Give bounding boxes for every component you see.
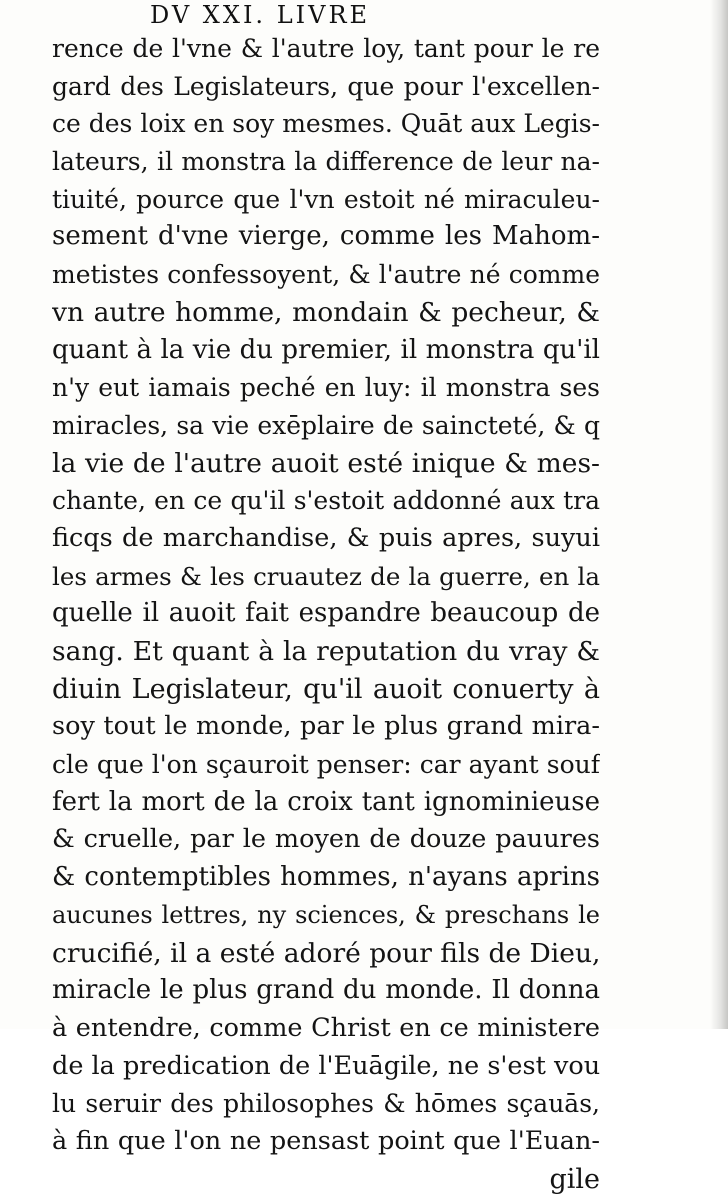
text-line: la vie de l'autre auoit esté inique & mes- [52,447,600,479]
text-line: quant à la vie du premier, il monstra qu'il [52,334,600,365]
text-line: ficqs de marchandise, & puis apres, suyui [52,522,600,553]
text-line: quelle il auoit fait espandre beaucoup de [52,598,600,629]
text-line: sang. Et quant à la reputation du vray & [52,636,600,667]
body-text [52,30,600,1198]
text-line: sement d'vne vierge, comme les Mahom- [52,221,600,252]
text-line: rence de l'vne & l'autre loy, tant pour le re [52,34,600,63]
running-head: DV XXI. LIVRE [150,1,371,29]
text-line: metistes confessoyent, & l'autre né comme [52,260,600,290]
text-line: & contemptibles hommes, n'ayans aprins [52,862,600,893]
text-line: les armes & les cruautez de la guerre, en la [52,561,600,591]
text-line: vn autre homme, mondain & pecheur, & [52,296,600,328]
text-line: cle que l'on sçauroit penser: car ayant souf [52,750,600,780]
text-line: de la predication de l'Euāgile, ne s'est vou [52,1050,600,1081]
text-line: soy tout le monde, par le plus grand mira- [52,711,600,742]
text-line: tiuité, pource que l'vn estoit né miraculeu- [52,184,600,214]
text-line: lu seruir des philosophes & hōmes sçauās, [52,1089,600,1119]
text-line: fert la mort de la croix tant ignominieuse [52,786,600,817]
text-line: lateurs, il monstra la difference de leur na- [52,147,600,177]
text-line: crucifié, il a esté adoré pour fils de Dieu, [52,937,600,969]
text-line: ce des loix en soy mesmes. Quāt aux Legis- [52,109,600,139]
text-line: à entendre, comme Christ en ce ministere [52,1012,600,1043]
text-line: chante, en ce qu'il s'estoit addonné aux tra [52,486,600,516]
text-line: miracle le plus grand du monde. Il donna [52,975,600,1006]
text-line: gard des Legislateurs, que pour l'excellen- [52,71,600,101]
text-line: à fin que l'on ne pensast point que l'Euan- [52,1125,600,1156]
text-line: n'y eut iamais peché en luy: il monstra ses [52,373,600,403]
catchword: gile [549,1163,600,1195]
text-line: diuin Legislateur, qu'il auoit conuerty à [52,673,600,705]
text-line: aucunes lettres, ny sciences, & preschans le [52,900,600,929]
text-line: miracles, sa vie exēplaire de saincteté, & q [52,410,600,440]
text-line: & cruelle, par le moyen de douze pauures [52,824,600,855]
gutter-shadow [710,0,728,1029]
